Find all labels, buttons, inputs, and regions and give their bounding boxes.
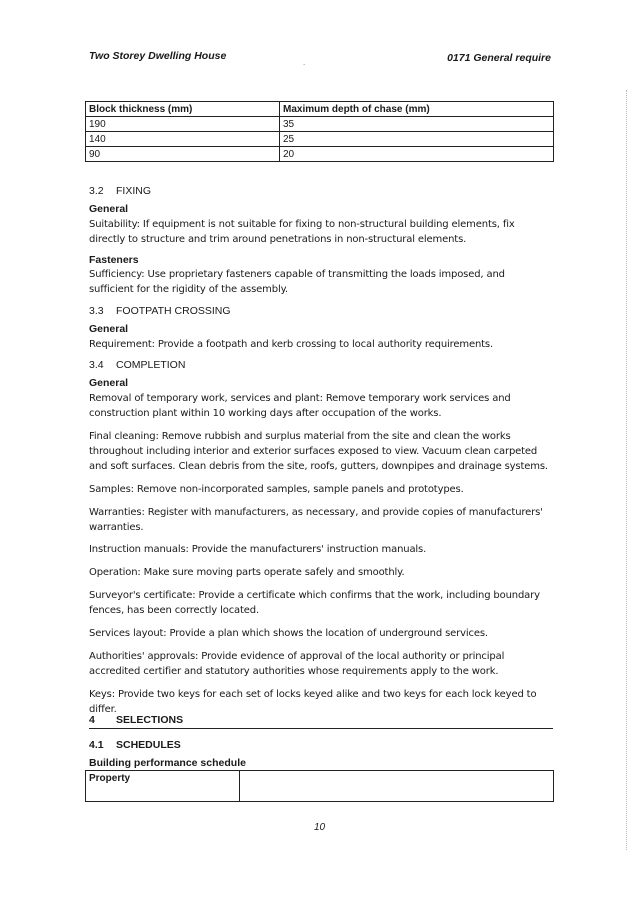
paragraph: Services layout: Provide a plan which shows the location of underground services. [89,628,488,639]
paragraph: Authorities' approvals: Provide evidence of approval of the local authority or principal accredited certifier and statutory authorities whose requirements apply to the work. [89,651,505,677]
chase-depth-table [85,101,554,162]
table-cell: Property [86,771,240,802]
section-title: FIXING [116,185,152,197]
section-heading-fixing [89,185,151,197]
paragraph: Instruction manuals: Provide the manufacturers' instruction manuals. [89,544,427,555]
page-number: 10 [314,822,326,833]
table-cell: 190 [86,117,280,132]
column-header: Maximum depth of chase (mm) [280,102,554,117]
paragraph: Operation: Make sure moving parts operate safely and smoothly. [89,567,405,578]
table-row [86,771,554,802]
section-heading-schedules [89,739,181,751]
subheading: Building performance schedule [89,757,246,769]
section-title: FOOTPATH CROSSING [116,305,231,317]
column-header: Block thickness (mm) [86,102,280,117]
section-title: SELECTIONS [116,714,184,726]
subheading: General [89,377,129,389]
section-number: 4 [89,714,95,726]
subheading: General [89,203,129,215]
paragraph: Samples: Remove non-incorporated samples, sample panels and prototypes. [89,484,464,495]
header-dot: . [303,58,306,67]
paragraph: Final cleaning: Remove rubbish and surplus material from the site and clean the works throughout including interior and exterior surfaces exposed to view. Vacuum clean carpeted and soft surfaces. Clean debris from the site, roofs, gutters, downpipes and drainage systems. [89,431,548,472]
section-number: 4.1 [89,739,104,751]
table-cell: 90 [86,147,280,162]
section-heading-footpath [89,305,231,317]
paragraph: Warranties: Register with manufacturers, as necessary, and provide copies of manufacturers' warranties. [89,507,543,533]
table-cell [240,771,554,802]
section-title: SCHEDULES [116,739,181,751]
table-row [86,147,554,162]
table-header-row [86,102,554,117]
table-cell: 140 [86,132,280,147]
scan-edge-divider [626,90,627,850]
paragraph: Removal of temporary work, services and plant: Remove temporary work services and construction plant within 10 working days after occupation of the works. [89,393,511,419]
section-number: 3.4 [89,359,104,371]
subheading: Fasteners [89,254,139,266]
section-heading-selections [89,714,553,729]
section-number: 3.2 [89,185,104,197]
header-title: Two Storey Dwelling House [89,50,227,62]
paragraph: Suitability: If equipment is not suitable for fixing to non-structural building elements, fix directly to structure and trim around penetrations in non-structural elements. [89,219,515,245]
paragraph: Sufficiency: Use proprietary fasteners capable of transmitting the loads imposed, and sufficient for the rigidity of the assembly. [89,269,505,295]
table-row [86,132,554,147]
table-cell: 25 [280,132,554,147]
paragraph: Keys: Provide two keys for each set of locks keyed alike and two keys for each lock keyed to differ. [89,689,537,715]
table-row [86,117,554,132]
subheading: General [89,323,129,335]
section-title: COMPLETION [116,359,186,371]
building-performance-table [85,770,554,802]
section-number: 3.3 [89,305,104,317]
table-cell: 20 [280,147,554,162]
paragraph: Surveyor's certificate: Provide a certificate which confirms that the work, including boundary fences, has been correctly located. [89,590,540,616]
table-cell: 35 [280,117,554,132]
paragraph: Requirement: Provide a footpath and kerb crossing to local authority requirements. [89,339,494,350]
header-section: 0171 General require [447,52,551,64]
section-heading-completion [89,359,185,371]
